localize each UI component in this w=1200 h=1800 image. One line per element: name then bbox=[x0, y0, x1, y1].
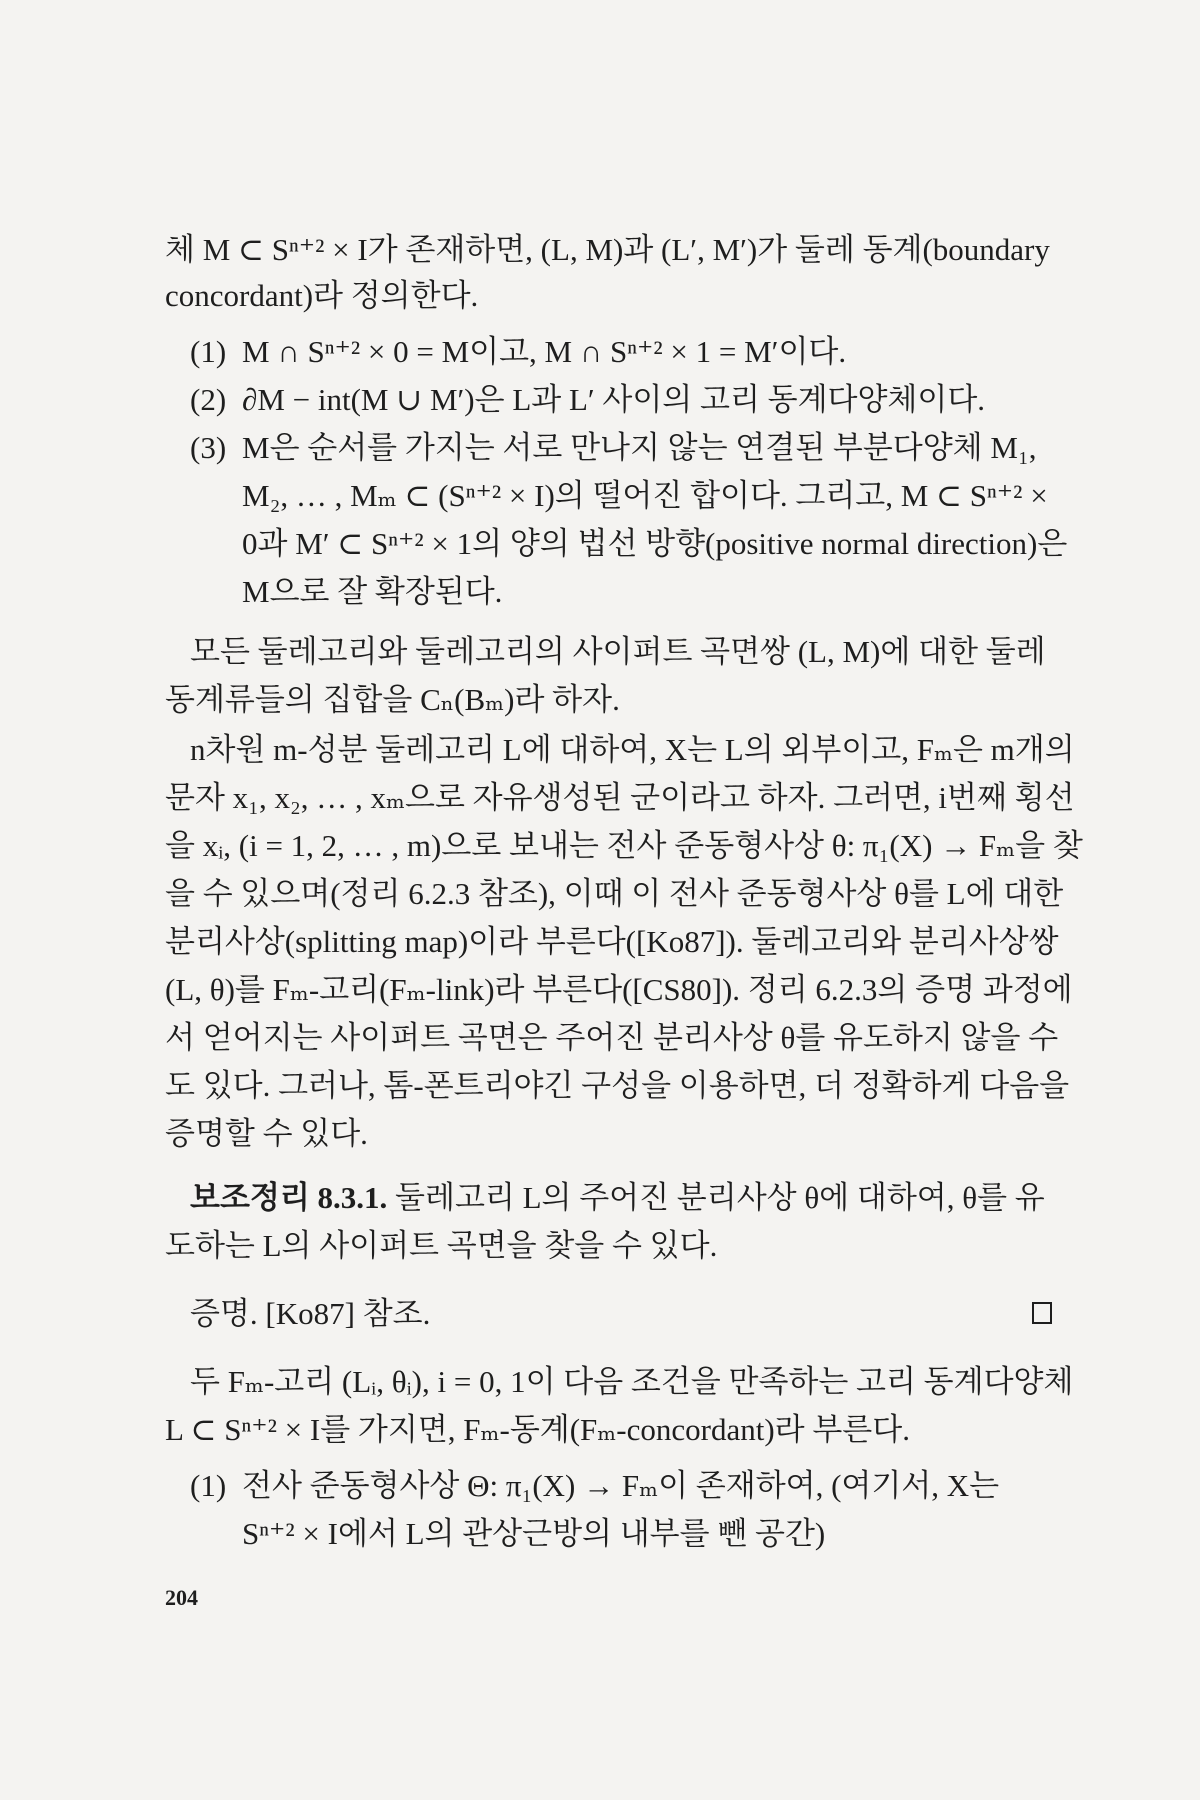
item-number: (1) bbox=[190, 334, 227, 369]
text-line: 0과 M′ ⊂ Sⁿ⁺² × 1의 양의 법선 방향(positive normal direction)은 bbox=[242, 526, 1068, 561]
text-line: Sⁿ⁺² × I에서 L의 관상근방의 내부를 뺀 공간) bbox=[242, 1516, 826, 1551]
text-line: 도 있다. 그러나, 톰-폰트리야긴 구성을 이용하면, 더 정확하게 다음을 bbox=[165, 1068, 1070, 1103]
text-line: 문자 x₁, x₂, … , xₘ으로 자유생성된 군이라고 하자. 그러면, i번째 횡선 bbox=[165, 780, 1075, 815]
text-line: 을 수 있으며(정리 6.2.3 참조), 이때 이 전사 준동형사상 θ를 L에 대한 bbox=[165, 876, 1064, 911]
condition-1 bbox=[190, 332, 1200, 372]
text-line: 둘레고리 L의 주어진 분리사상 θ에 대하여, θ를 유 bbox=[387, 1180, 1045, 1215]
text-line: 서 얻어지는 사이퍼트 곡면은 주어진 분리사상 θ를 유도하지 않을 수 bbox=[165, 1020, 1059, 1055]
text-line: [Ko87] 참조. bbox=[257, 1296, 431, 1331]
text-line: n차원 m-성분 둘레고리 L에 대하여, X는 L의 외부이고, Fₘ은 m개의 bbox=[190, 732, 1075, 767]
condition-1 bbox=[190, 1466, 1200, 1506]
condition-3 bbox=[190, 428, 1200, 468]
text-line: 모든 둘레고리와 둘레고리의 사이퍼트 곡면쌍 (L, M)에 대한 둘레 bbox=[190, 634, 1046, 669]
text-line: M으로 잘 확장된다. bbox=[242, 574, 503, 609]
item-number: (1) bbox=[190, 1468, 227, 1503]
text-line: M은 순서를 가지는 서로 만나지 않는 연결된 부분다양체 M₁, bbox=[242, 430, 1037, 465]
text-line: 도하는 L의 사이퍼트 곡면을 찾을 수 있다. bbox=[165, 1228, 718, 1263]
lemma-statement bbox=[190, 1178, 1200, 1218]
text-line: 동계류들의 집합을 Cₙ(Bₘ)라 하자. bbox=[165, 682, 620, 717]
text-line: ∂M − int(M ∪ M′)은 L과 L′ 사이의 고리 동계다양체이다. bbox=[242, 382, 986, 417]
text-line: 두 Fₘ-고리 (Lᵢ, θᵢ), i = 0, 1이 다음 조건을 만족하는 고리 동계다양체 bbox=[190, 1364, 1074, 1399]
item-number: (2) bbox=[190, 382, 227, 417]
page-number: 204 bbox=[165, 1585, 198, 1610]
text-line: M₂, … , Mₘ ⊂ (Sⁿ⁺² × I)의 떨어진 합이다. 그리고, M ⊂ Sⁿ⁺² × bbox=[242, 478, 1048, 513]
lemma-heading: 보조정리 8.3.1. bbox=[190, 1180, 388, 1215]
text-line: L ⊂ Sⁿ⁺² × I를 가지면, Fₘ-동계(Fₘ-concordant)라 부른다. bbox=[165, 1412, 910, 1447]
text-line: 분리사상(splitting map)이라 부른다([Ko87]). 둘레고리와 분리사상쌍 bbox=[165, 924, 1059, 959]
text-line: 체 M ⊂ Sⁿ⁺² × I가 존재하면, (L, M)과 (L′, M′)가 둘레 동계(boundary bbox=[165, 232, 1050, 267]
text-line: M ∩ Sⁿ⁺² × 0 = M이고, M ∩ Sⁿ⁺² × 1 = M′이다. bbox=[242, 334, 847, 369]
proof-heading: 증명. bbox=[190, 1296, 258, 1331]
text-line: 을 xᵢ, (i = 1, 2, … , m)으로 보내는 전사 준동형사상 θ: π₁(X) → Fₘ을 찾 bbox=[165, 828, 1083, 863]
text-line: 전사 준동형사상 Θ: π₁(X) → Fₘ이 존재하여, (여기서, X는 bbox=[242, 1468, 1000, 1503]
condition-2 bbox=[190, 380, 1200, 420]
text-line: 증명할 수 있다. bbox=[165, 1116, 368, 1151]
qed-box bbox=[1032, 1302, 1052, 1324]
item-number: (3) bbox=[190, 430, 227, 465]
text-line: concordant)라 정의한다. bbox=[165, 278, 479, 313]
text-line: (L, θ)를 Fₘ-고리(Fₘ-link)라 부른다([CS80]). 정리 6.2.3의 증명 과정에 bbox=[165, 972, 1073, 1007]
